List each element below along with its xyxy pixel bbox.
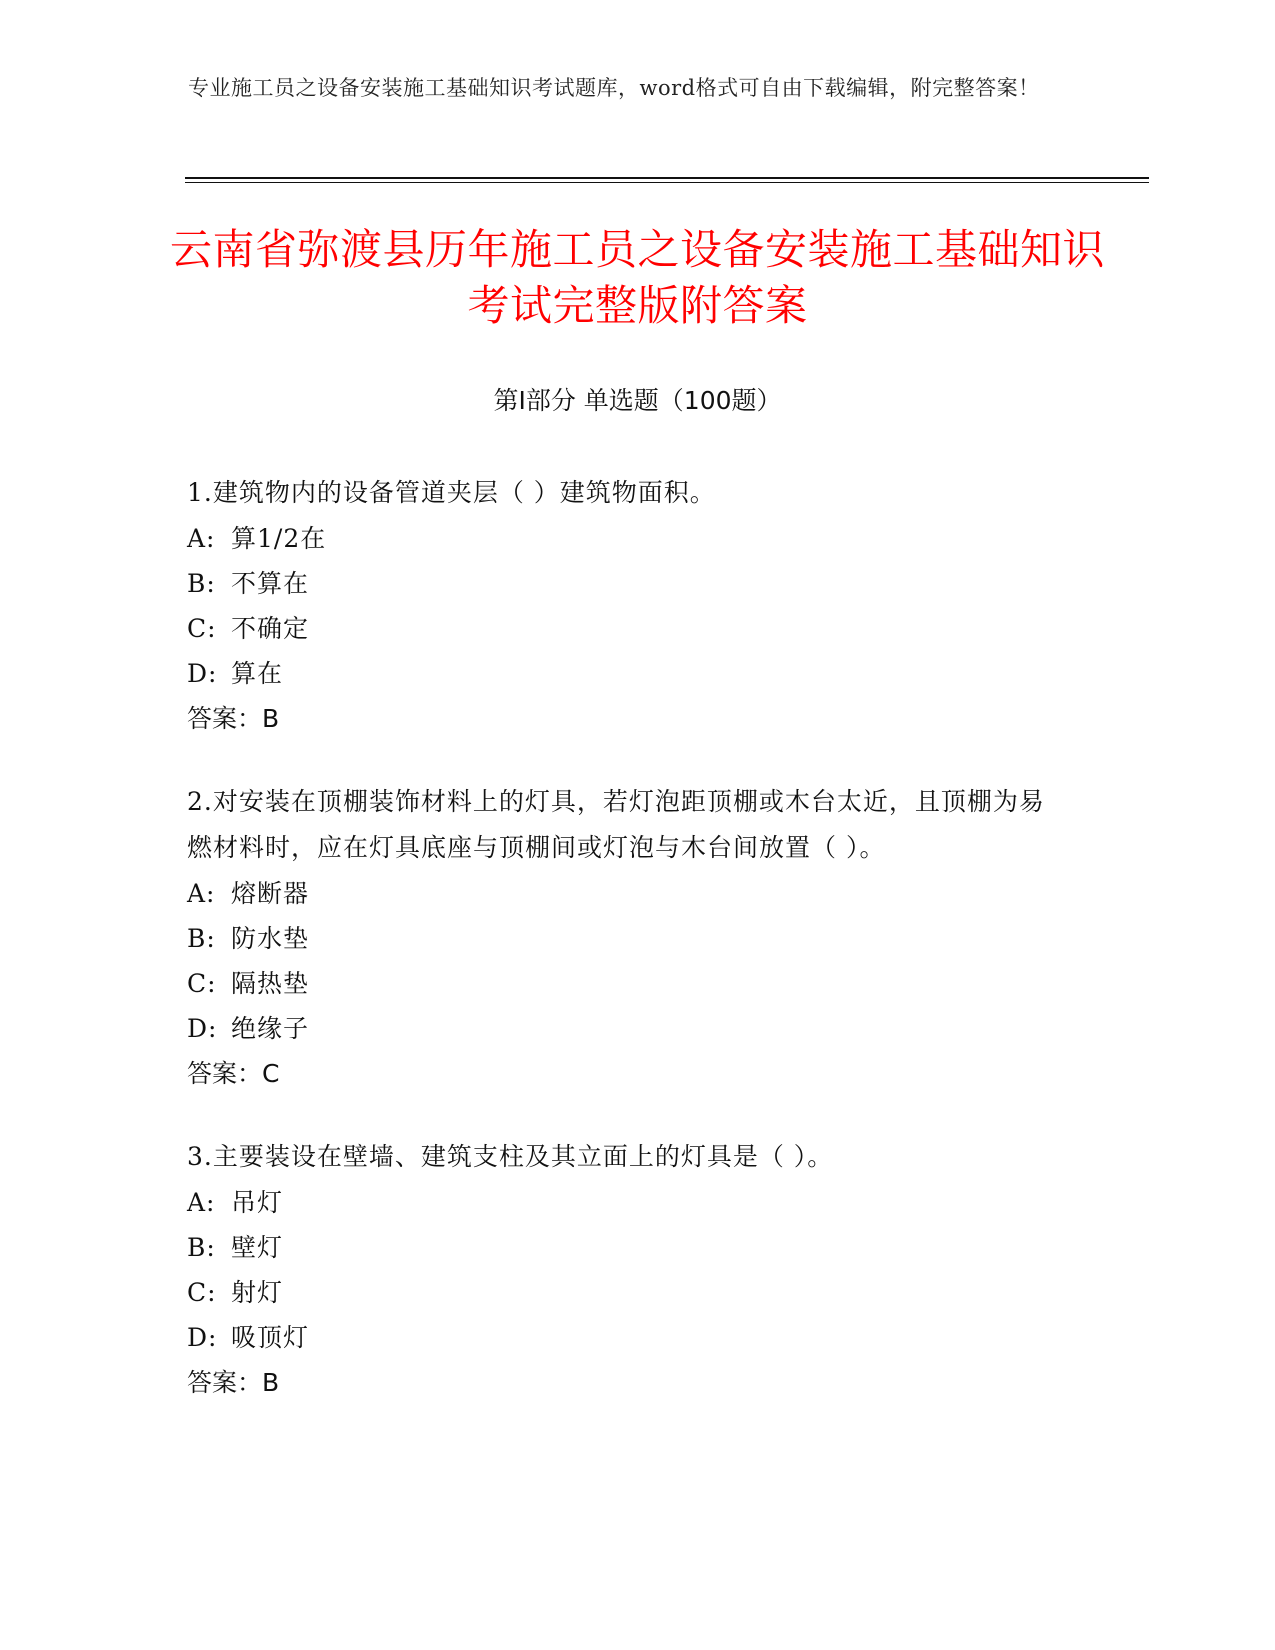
option-text: 不确定	[231, 614, 310, 643]
answer-value: B	[262, 704, 280, 733]
option-letter: C:	[187, 1278, 217, 1307]
question-3	[187, 1134, 1067, 1405]
answer-value: C	[262, 1059, 280, 1088]
option-text: 熔断器	[231, 879, 310, 908]
option-a	[187, 516, 1067, 561]
section-heading: 第Ⅰ部分 单选题（100题）	[493, 386, 782, 415]
option-d	[187, 1006, 1067, 1051]
answer-line	[187, 1051, 1067, 1096]
option-c	[187, 1270, 1067, 1315]
question-stem: 3.主要装设在壁墙、建筑支柱及其立面上的灯具是（ ）。	[187, 1142, 834, 1171]
option-letter: A:	[187, 1188, 216, 1217]
option-letter: B:	[187, 1233, 216, 1262]
option-text: 吸顶灯	[231, 1323, 310, 1352]
option-b	[187, 1225, 1067, 1270]
option-b	[187, 916, 1067, 961]
answer-label: 答案：	[187, 1368, 263, 1397]
option-text: 算1/2在	[231, 524, 327, 553]
option-letter: A:	[187, 524, 216, 553]
option-text: 隔热垫	[231, 969, 310, 998]
question-stem: 2.对安装在顶棚装饰材料上的灯具，若灯泡距顶棚或木台太近，且顶棚为易燃材料时，应在灯具底座与顶棚间或灯泡与木台间放置（ ）。	[187, 787, 1045, 862]
option-c	[187, 606, 1067, 651]
option-a	[187, 871, 1067, 916]
question-list	[187, 470, 1067, 1443]
option-c	[187, 961, 1067, 1006]
option-b	[187, 561, 1067, 606]
option-text: 绝缘子	[231, 1014, 310, 1043]
option-letter: D:	[187, 659, 218, 688]
header-rule-thick	[185, 177, 1149, 179]
header-rule-thin	[185, 182, 1149, 183]
option-text: 壁灯	[231, 1233, 284, 1262]
answer-line	[187, 1360, 1067, 1405]
header-note: 专业施工员之设备安装施工基础知识考试题库，word格式可自由下载编辑，附完整答案！	[188, 76, 1040, 100]
option-letter: B:	[187, 569, 216, 598]
option-a	[187, 1180, 1067, 1225]
option-d	[187, 651, 1067, 696]
answer-label: 答案：	[187, 1059, 263, 1088]
option-text: 不算在	[231, 569, 310, 598]
option-text: 射灯	[231, 1278, 284, 1307]
option-text: 防水垫	[231, 924, 310, 953]
option-text: 算在	[231, 659, 284, 688]
option-letter: C:	[187, 969, 217, 998]
option-letter: A:	[187, 879, 216, 908]
question-1	[187, 470, 1067, 741]
answer-label: 答案：	[187, 704, 263, 733]
question-2	[187, 779, 1067, 1096]
option-text: 吊灯	[231, 1188, 284, 1217]
question-stem: 1.建筑物内的设备管道夹层（ ）建筑物面积。	[187, 478, 716, 507]
document-title: 云南省弥渡县历年施工员之设备安装施工基础知识考试完整版附答案	[169, 225, 1105, 330]
option-letter: B:	[187, 924, 216, 953]
option-letter: C:	[187, 614, 217, 643]
option-letter: D:	[187, 1014, 218, 1043]
option-letter: D:	[187, 1323, 218, 1352]
answer-value: B	[262, 1368, 280, 1397]
option-d	[187, 1315, 1067, 1360]
answer-line	[187, 696, 1067, 741]
